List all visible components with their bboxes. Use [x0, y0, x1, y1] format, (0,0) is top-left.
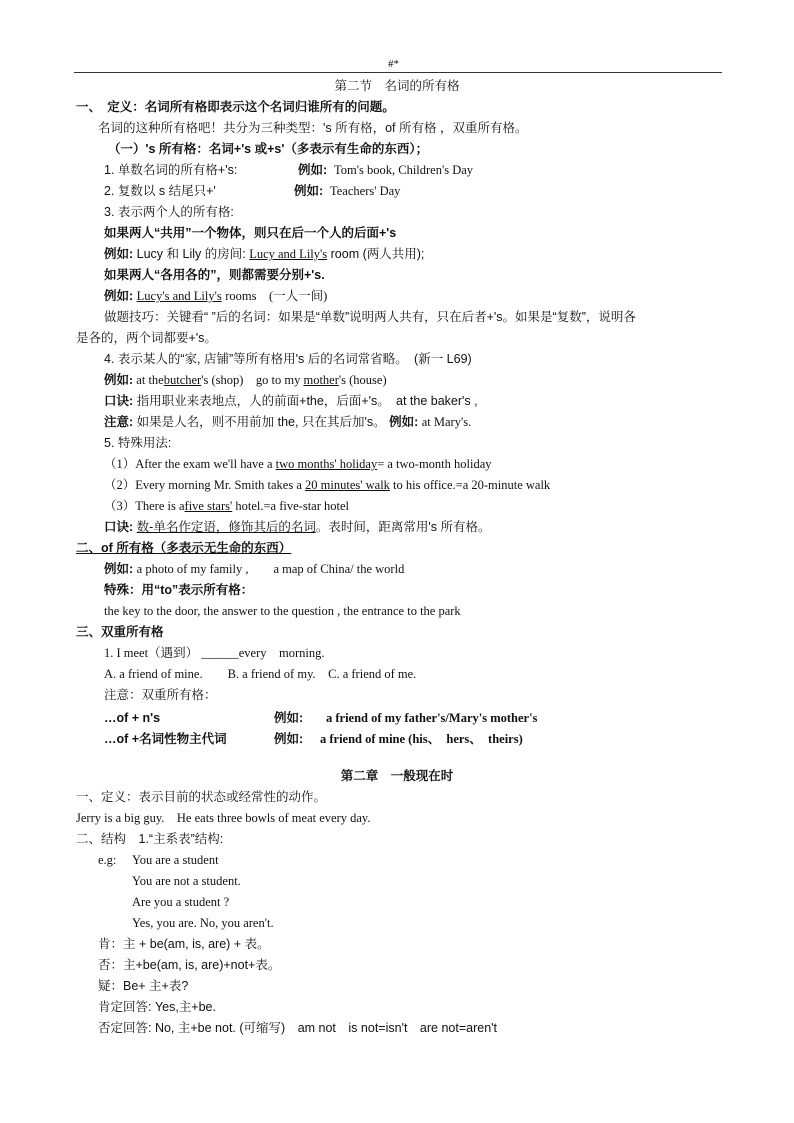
rule-5: 5. 特殊用法:: [104, 436, 172, 450]
section-title: 第二节 名词的所有格: [334, 79, 460, 93]
double-form-1: …of + n's: [104, 711, 161, 725]
example-label: 例如:: [294, 184, 324, 198]
of-example: 例如: a photo of my family , a map of China/ the world: [104, 562, 405, 576]
eg-sentence: Are you a student ?: [132, 895, 230, 909]
rule-shared: 如果两人“共用”一个物体，则只在后一个人的后面+'s: [104, 226, 397, 240]
example-label: 例如:: [298, 163, 328, 177]
eg-sentence: You are not a student.: [132, 874, 241, 888]
definition-heading: 一、 定义：名词所有格即表示这个名词归谁所有的问题。: [76, 100, 395, 114]
rule-3: 3. 表示两个人的所有格:: [104, 205, 234, 219]
exercise-options: A. a friend of mine. B. a friend of my. C. a friend of me.: [104, 667, 417, 681]
eg-label: e.g:: [98, 853, 117, 867]
rule-2: 2. 复数以 s 结尾只+': [104, 184, 216, 198]
double-form-2: …of +名词性物主代词: [104, 732, 227, 746]
example-shared: 例如: Lucy 和 Lily 的房间: Lucy and Lily's room (两人共用);: [104, 247, 425, 261]
eg-sentence: Yes, you are. No, you aren't.: [132, 916, 274, 930]
pattern-question: 疑：Be+ 主+表?: [98, 979, 189, 993]
of-special-example: the key to the door, the answer to the question , the entrance to the park: [104, 604, 461, 618]
exercise-question: 1. I meet（遇到） ______every morning.: [104, 646, 325, 660]
double-form-2-example: a friend of mine (his、 hers、 theirs): [320, 732, 523, 746]
chapter-example: Jerry is a big guy. He eats three bowls of meat every day.: [76, 811, 371, 825]
example-label: 例如:: [274, 732, 304, 746]
of-special: 特殊：用“to”表示所有格：: [104, 583, 254, 597]
example-text: Tom's book, Children's Day: [334, 163, 474, 177]
rule-1: 1. 单数名词的所有格+'s:: [104, 163, 238, 177]
double-note: 注意：双重所有格：: [104, 688, 217, 702]
structure-heading: 二、结构 1.“主系表”结构:: [76, 832, 224, 846]
tip-text: 做题技巧：关键看“ ”后的名词：如果是“单数”说明两人共有，只在后者+'s。如果是“复数”，说明各: [104, 310, 636, 324]
eg-sentence: You are a student: [132, 853, 219, 867]
example-text: Teachers' Day: [330, 184, 401, 198]
special-1: （1）After the exam we'll have a two months' holiday= a two-month holiday: [104, 457, 492, 471]
pattern-no: 否定回答: No, 主+be not. (可缩写) am not is not=isn't are not=aren't: [98, 1021, 498, 1035]
double-form-1-example: a friend of my father's/Mary's mother's: [326, 711, 538, 725]
double-possessive-heading: 三、双重所有格: [76, 625, 164, 639]
mnemonic-2: 口诀: 数-单名作定语，修饰其后的名词。表时间，距离常用's 所有格。: [104, 520, 491, 534]
note-1: 注意: 如果是人名，则不用前加 the, 只在其后加's。 例如: at Mary's.: [104, 415, 472, 429]
example-shop: 例如: at thebutcher's (shop) go to my mother's (house): [104, 373, 387, 387]
example-label: 例如:: [274, 711, 304, 725]
of-possessive-heading: 二、of 所有格（多表示无生命的东西）: [76, 541, 292, 555]
chapter-title: 第二章 一般现在时: [340, 769, 454, 783]
subsection-1-heading: （一）'s 所有格：名词+'s 或+s'（多表示有生命的东西）；: [108, 142, 429, 156]
example-separate: 例如: Lucy's and Lily's rooms (一人一间): [104, 289, 328, 303]
rule-separate: 如果两人“各用各的”，则都需要分别+'s.: [104, 268, 325, 282]
pattern-negative: 否：主+be(am, is, are)+not+表。: [98, 958, 281, 972]
header-mark: #*: [388, 58, 399, 70]
header-rule: [74, 72, 722, 73]
rule-4: 4. 表示某人的“家, 店铺”等所有格用's 后的名词常省略。 (新一 L69): [104, 352, 472, 366]
mnemonic-1: 口诀: 指用职业来表地点，人的前面+the，后面+'s。 at the baker's ,: [104, 394, 478, 408]
intro-text: 名词的这种所有格吧！共分为三种类型：'s 所有格，of 所有格 ，双重所有格。: [98, 121, 528, 135]
chapter-definition: 一、定义：表示目前的状态或经常性的动作。: [76, 790, 327, 804]
special-2: （2）Every morning Mr. Smith takes a 20 minutes' walk to his office.=a 20-minute walk: [104, 478, 551, 492]
pattern-yes: 肯定回答: Yes,主+be.: [98, 1000, 216, 1014]
tip-text-continued: 是各的，两个词都要+'s。: [76, 331, 217, 345]
pattern-affirmative: 肯：主 + be(am, is, are) + 表。: [98, 937, 270, 951]
special-3: （3）There is afive stars' hotel.=a five-star hotel: [104, 499, 349, 513]
